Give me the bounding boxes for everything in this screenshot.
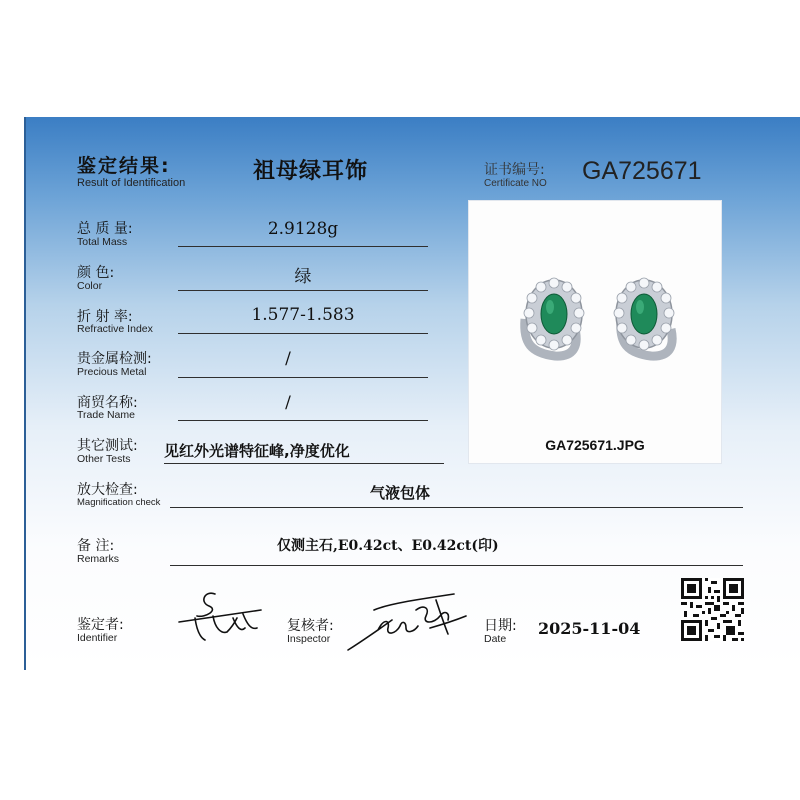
precious-metal-underline [178,377,428,378]
refractive-index-label-en: Refractive Index [77,323,153,335]
magnification-label-en: Magnification check [77,497,161,508]
trade-name-label: 商贸名称: [77,395,138,411]
color-label: 颜 色: [77,265,115,281]
remarks-underline [170,565,743,566]
trade-name-label-en: Trade Name [77,409,135,421]
total-mass-underline [178,246,428,247]
precious-metal-label-en: Precious Metal [77,366,147,378]
remarks-label: 备 注: [77,538,115,554]
total-mass-label-en: Total Mass [77,236,128,248]
card-left-edge [24,117,26,670]
photo-caption: GA725671.JPG [545,437,645,453]
refractive-index-value: 1.577-1.583 [251,305,355,325]
other-tests-label-en: Other Tests [77,453,131,465]
other-tests-value: 见红外光谱特征峰,净度优化 [164,442,350,460]
magnification-value: 气液包体 [370,484,431,502]
inspector-signature [344,590,474,660]
total-mass-value: 2.9128g [267,219,339,239]
cert-number: GA725671 [582,157,702,185]
color-label-en: Color [77,280,103,292]
right-emerald [631,294,657,334]
identifier-label: 鉴定者: [77,617,124,633]
remarks-label-en: Remarks [77,553,120,565]
inspector-label: 复核者: [287,618,334,634]
earring-photo [468,200,722,464]
result-value: 祖母绿耳饰 [253,159,369,184]
color-value: 绿 [294,267,312,287]
refractive-index-label: 折 射 率: [77,309,133,325]
other-tests-label: 其它测试: [77,438,138,454]
cert-label-zh: 证书编号: [484,162,545,178]
identifier-label-en: Identifier [77,632,118,644]
color-underline [178,290,428,291]
identifier-signature [175,588,265,648]
date-value: 2025-11-04 [538,619,641,638]
result-label-zh: 鉴定结果: [77,155,171,177]
qr-code-icon [681,578,744,641]
total-mass-label: 总 质 量: [77,221,133,237]
magnification-underline [170,507,743,508]
refractive-index-underline [178,333,428,334]
precious-metal-value: / [285,349,291,369]
date-label-en: Date [484,633,507,645]
left-emerald [541,294,567,334]
precious-metal-label: 贵金属检测: [77,351,152,367]
trade-name-value: / [285,393,291,413]
remarks-value: 仅测主石,E0.42ct、E0.42ct(印) [277,538,499,554]
cert-label-en: Certificate NO [484,178,547,189]
right-earring [614,278,674,356]
inspector-label-en: Inspector [287,633,331,645]
trade-name-underline [178,420,428,421]
magnification-label: 放大检查: [77,482,138,498]
emerald-earrings-image [469,201,721,431]
other-tests-underline [164,463,444,464]
left-earring [524,278,584,356]
result-label-en: Result of Identification [77,177,186,189]
date-label: 日期: [484,618,517,634]
